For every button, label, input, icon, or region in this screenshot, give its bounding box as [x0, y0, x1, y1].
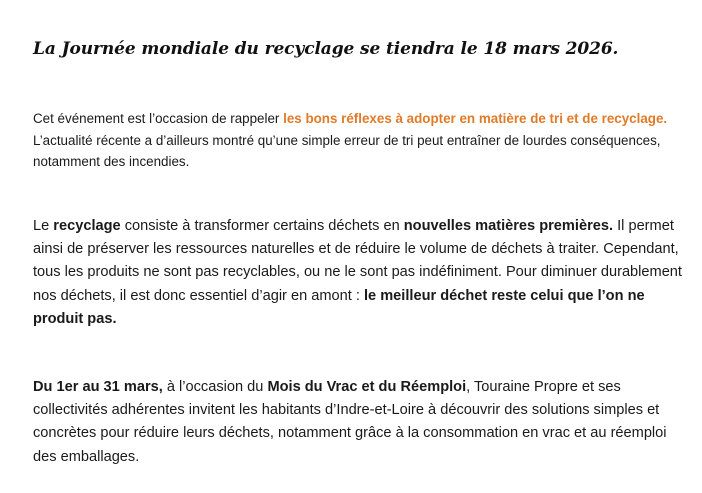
paragraph-intro: [33, 108, 673, 173]
intro-text-2: L’actualité récente a d’ailleurs montré qu’une simple erreur de tri peut entraîner de lourdes conséquences, notamment des incendies.: [33, 132, 661, 169]
recycling-bold-3: le meilleur déchet reste celui que l’on ne produit pas.: [33, 287, 645, 327]
event-text-2: , Touraine Propre et ses collectivités adhérentes invitent les habitants d’Indre-et-Loire à découvrir des solutions simples et concrètes pour réduire leurs déchets, notamment grâce à la consommation en vrac et au réemploi des emballages.: [33, 379, 667, 465]
event-text-1: à l’occasion du: [162, 379, 268, 395]
paragraph-recycling: [33, 215, 683, 331]
recycling-text-1: Le: [33, 218, 54, 234]
paragraph-event: [33, 376, 683, 469]
intro-text-1: Cet événement est l’occasion de rappeler: [33, 111, 284, 126]
event-bold-1: Du 1er au 31 mars,: [33, 379, 163, 395]
recycling-text-3: Il permet ainsi de préserver les ressources naturelles et de réduire le volume de déchets à traiter. Cependant, tous les produits ne sont pas recyclables, ou ne le sont pas indéfiniment. Pour diminuer durablement nos déchets, il est donc essentiel d’agir en amont :: [33, 218, 682, 304]
intro-highlight: les bons réflexes à adopter en matière de tri et de recyclage.: [283, 111, 668, 126]
page-title: La Journée mondiale du recyclage se tiendra le 18 mars 2026.: [33, 39, 619, 59]
recycling-bold-1: recyclage: [53, 218, 121, 234]
event-bold-2: Mois du Vrac et du Réemploi: [267, 379, 467, 395]
recycling-bold-2: nouvelles matières premières.: [403, 218, 614, 234]
recycling-text-2: consiste à transformer certains déchets en: [120, 218, 404, 234]
